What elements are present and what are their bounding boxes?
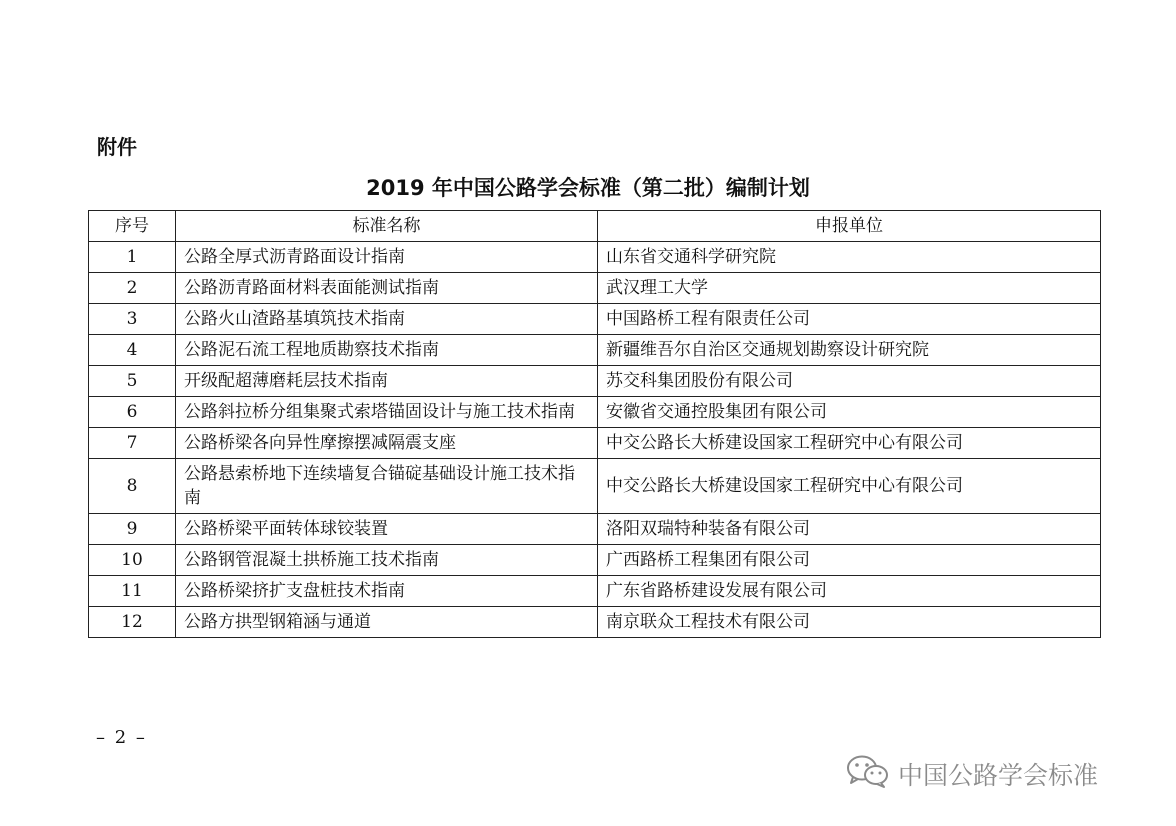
row-applicant-unit: 中国路桥工程有限责任公司: [598, 304, 1101, 335]
row-standard-name: 公路桥梁挤扩支盘桩技术指南: [176, 576, 598, 607]
wechat-icon: [846, 754, 898, 794]
table-row: [89, 242, 1101, 273]
row-standard-name: 公路桥梁平面转体球铰装置: [176, 514, 598, 545]
row-applicant-unit: 山东省交通科学研究院: [598, 242, 1101, 273]
row-standard-name: 公路桥梁各向异性摩擦摆减隔震支座: [176, 428, 598, 459]
table-row: [89, 273, 1101, 304]
table-row: [89, 397, 1101, 428]
row-standard-name: 公路泥石流工程地质勘察技术指南: [176, 335, 598, 366]
row-no: 1: [89, 242, 176, 273]
table-header-row: [89, 211, 1101, 242]
header-standard-name: 标准名称: [176, 211, 598, 242]
row-standard-name: 公路悬索桥地下连续墙复合锚碇基础设计施工技术指南: [176, 459, 598, 514]
table-row: [89, 366, 1101, 397]
row-applicant-unit: 中交公路长大桥建设国家工程研究中心有限公司: [598, 459, 1101, 514]
row-applicant-unit: 南京联众工程技术有限公司: [598, 607, 1101, 638]
row-no: 6: [89, 397, 176, 428]
document-title: 2019 年中国公路学会标准（第二批）编制计划: [366, 176, 810, 200]
table-row: [89, 459, 1101, 514]
row-no: 5: [89, 366, 176, 397]
row-applicant-unit: 洛阳双瑞特种装备有限公司: [598, 514, 1101, 545]
row-no: 12: [89, 607, 176, 638]
table-row: [89, 607, 1101, 638]
row-applicant-unit: 中交公路长大桥建设国家工程研究中心有限公司: [598, 428, 1101, 459]
table-row: [89, 428, 1101, 459]
row-applicant-unit: 苏交科集团股份有限公司: [598, 366, 1101, 397]
standards-plan-table: [88, 210, 1101, 638]
row-applicant-unit: 广西路桥工程集团有限公司: [598, 545, 1101, 576]
row-applicant-unit: 新疆维吾尔自治区交通规划勘察设计研究院: [598, 335, 1101, 366]
table-row: [89, 545, 1101, 576]
row-no: 7: [89, 428, 176, 459]
row-applicant-unit: 安徽省交通控股集团有限公司: [598, 397, 1101, 428]
row-applicant-unit: 武汉理工大学: [598, 273, 1101, 304]
watermark-text: 中国公路学会标准: [898, 761, 1099, 790]
table-row: [89, 514, 1101, 545]
wechat-watermark: [846, 754, 1098, 794]
row-standard-name: 开级配超薄磨耗层技术指南: [176, 366, 598, 397]
row-standard-name: 公路全厚式沥青路面设计指南: [176, 242, 598, 273]
row-no: 3: [89, 304, 176, 335]
header-applicant-unit: 申报单位: [598, 211, 1101, 242]
attachment-label: 附件: [97, 135, 137, 159]
row-no: 4: [89, 335, 176, 366]
row-no: 11: [89, 576, 176, 607]
row-standard-name: 公路火山渣路基填筑技术指南: [176, 304, 598, 335]
table-row: [89, 304, 1101, 335]
row-no: 9: [89, 514, 176, 545]
row-standard-name: 公路斜拉桥分组集聚式索塔锚固设计与施工技术指南: [176, 397, 598, 428]
page-number: – 2 –: [96, 727, 147, 748]
row-standard-name: 公路方拱型钢箱涵与通道: [176, 607, 598, 638]
row-applicant-unit: 广东省路桥建设发展有限公司: [598, 576, 1101, 607]
table-row: [89, 335, 1101, 366]
row-standard-name: 公路沥青路面材料表面能测试指南: [176, 273, 598, 304]
row-no: 2: [89, 273, 176, 304]
header-no: 序号: [89, 211, 176, 242]
row-no: 10: [89, 545, 176, 576]
row-no: 8: [89, 459, 176, 514]
row-standard-name: 公路钢管混凝土拱桥施工技术指南: [176, 545, 598, 576]
table-row: [89, 576, 1101, 607]
